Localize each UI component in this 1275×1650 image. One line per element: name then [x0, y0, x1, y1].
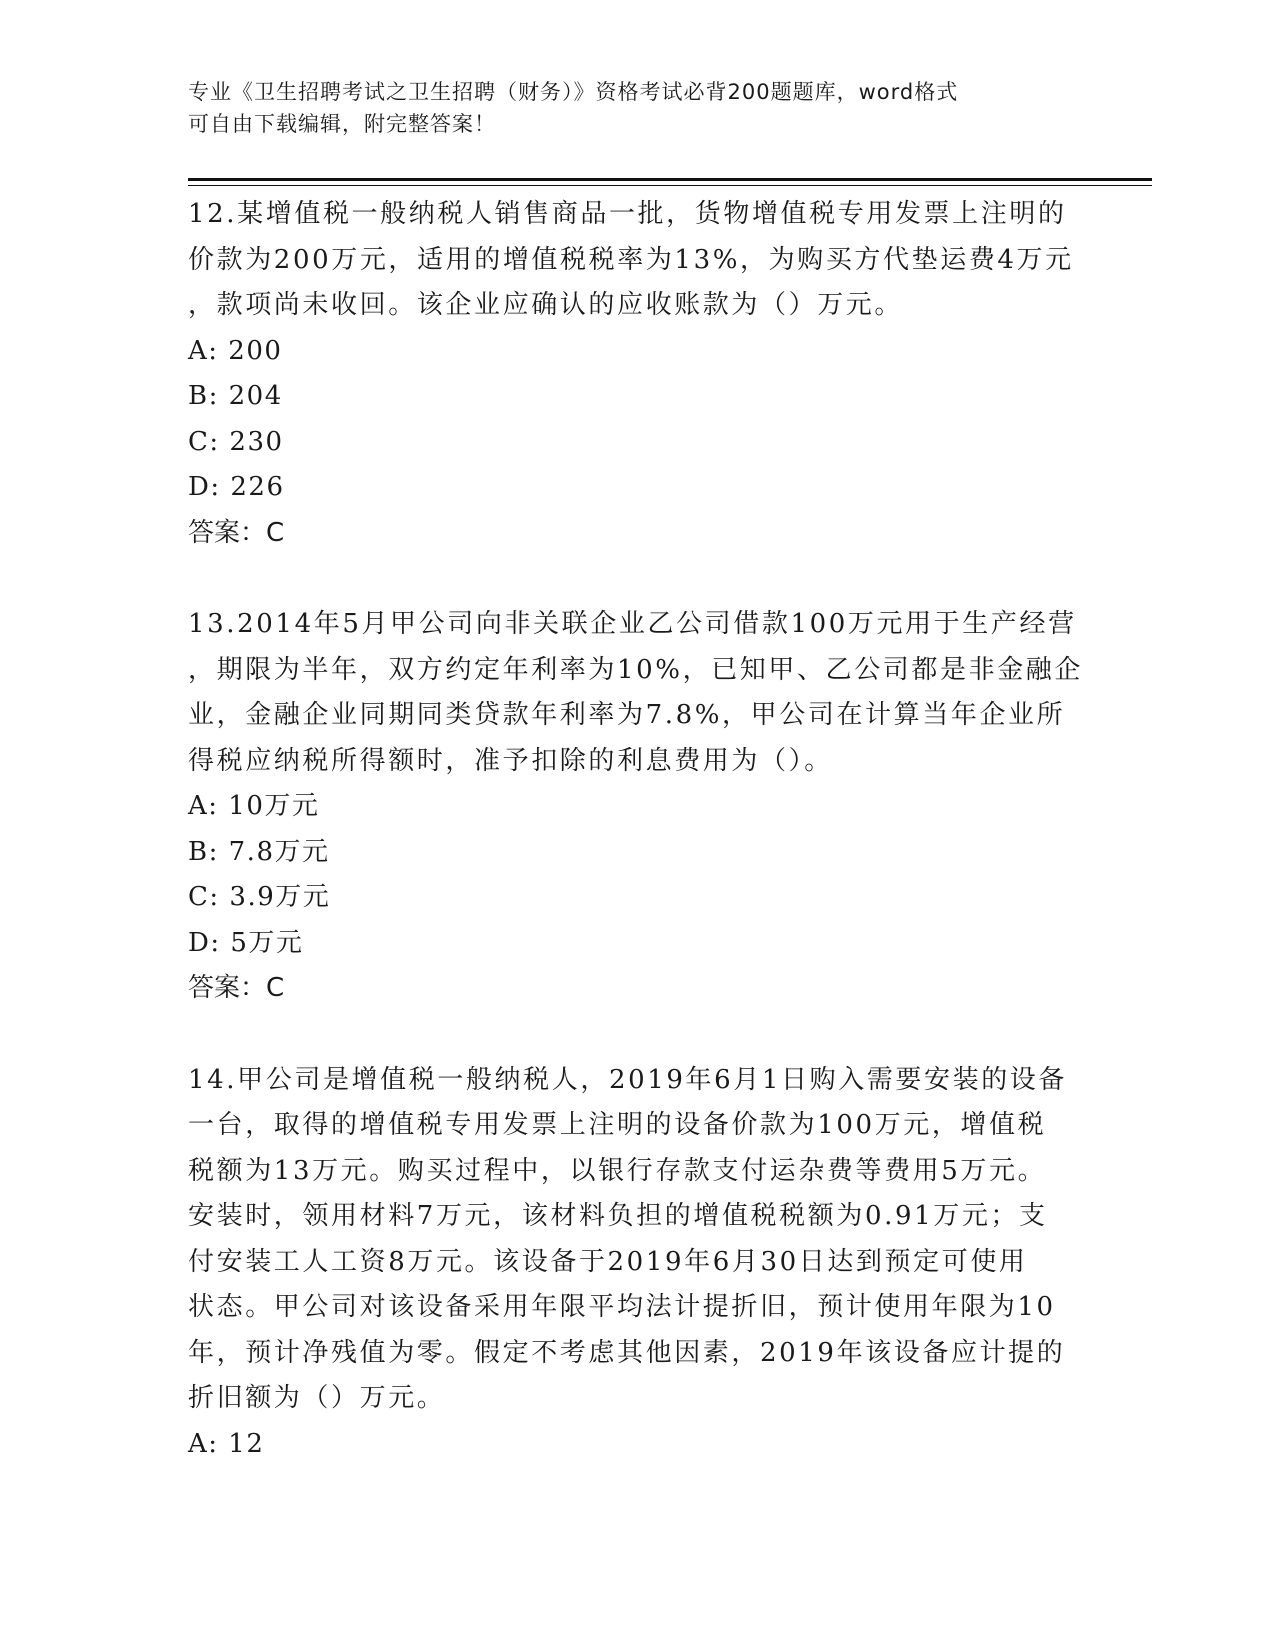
question-12 [188, 192, 1088, 556]
header-divider-thick [188, 178, 1152, 181]
question-stem-line: 得税应纳税所得额时，准予扣除的利息费用为（）。 [188, 745, 833, 776]
question-stem-line: 折旧额为（）万元。 [188, 1383, 446, 1413]
option-d: D: 226 [188, 472, 285, 502]
question-stem-line: 业，金融企业同期同类贷款年利率为7.8%，甲公司在计算当年企业所 [188, 700, 1066, 730]
question-stem-line: 13.2014年5月甲公司向非关联企业乙公司借款100万元用于生产经营 [188, 609, 1077, 639]
question-stem-line: 年，预计净残值为零。假定不考虑其他因素，2019年该设备应计提的 [188, 1337, 1066, 1368]
answer-label: 答案：C [188, 973, 285, 1003]
option-d: D: 5万元 [188, 927, 304, 958]
question-stem-line: 付安装工人工资8万元。该设备于2019年6月30日达到预定可使用 [188, 1246, 1028, 1277]
question-14 [188, 1058, 1088, 1468]
question-list [188, 192, 1088, 1513]
question-stem-line: 安装时，领用材料7万元，该材料负担的增值税税额为0.91万元；支 [188, 1201, 1048, 1231]
option-a: A: 200 [188, 335, 283, 366]
question-stem-line: 12.某增值税一般纳税人销售商品一批，货物增值税专用发票上注明的 [188, 199, 1067, 229]
option-a: A: 12 [188, 1428, 265, 1459]
question-stem-line: 税额为13万元。购买过程中，以银行存款支付运杂费等费用5万元。 [188, 1155, 1047, 1186]
option-b: B: 7.8万元 [188, 836, 330, 867]
question-stem-line: ，期限为半年，双方约定年利率为10%，已知甲、乙公司都是非金融企 [188, 654, 1083, 685]
document-header [188, 76, 1088, 140]
option-c: C: 230 [188, 426, 284, 457]
header-divider-thin [188, 185, 1152, 186]
option-c: C: 3.9万元 [188, 882, 331, 912]
answer-label: 答案：C [188, 517, 285, 548]
question-stem-line: 价款为200万元，适用的增值税税率为13%，为购买方代垫运费4万元 [188, 244, 1074, 275]
header-line-2: 可自由下载编辑，附完整答案！ [188, 112, 496, 136]
question-stem-line: 14.甲公司是增值税一般纳税人，2019年6月1日购入需要安装的设备 [188, 1064, 1068, 1095]
header-line-1: 专业《卫生招聘考试之卫生招聘（财务）》资格考试必背200题题库，word格式 [188, 80, 959, 104]
question-stem-line: ，款项尚未收回。该企业应确认的应收账款为（）万元。 [188, 290, 904, 320]
option-b: B: 204 [188, 381, 283, 411]
question-stem-line: 一台，取得的增值税专用发票上注明的设备价款为100万元，增值税 [188, 1110, 1047, 1140]
question-stem-line: 状态。甲公司对该设备采用年限平均法计提折旧，预计使用年限为10 [188, 1292, 1056, 1322]
question-13 [188, 602, 1088, 1012]
option-a: A: 10万元 [188, 791, 320, 821]
